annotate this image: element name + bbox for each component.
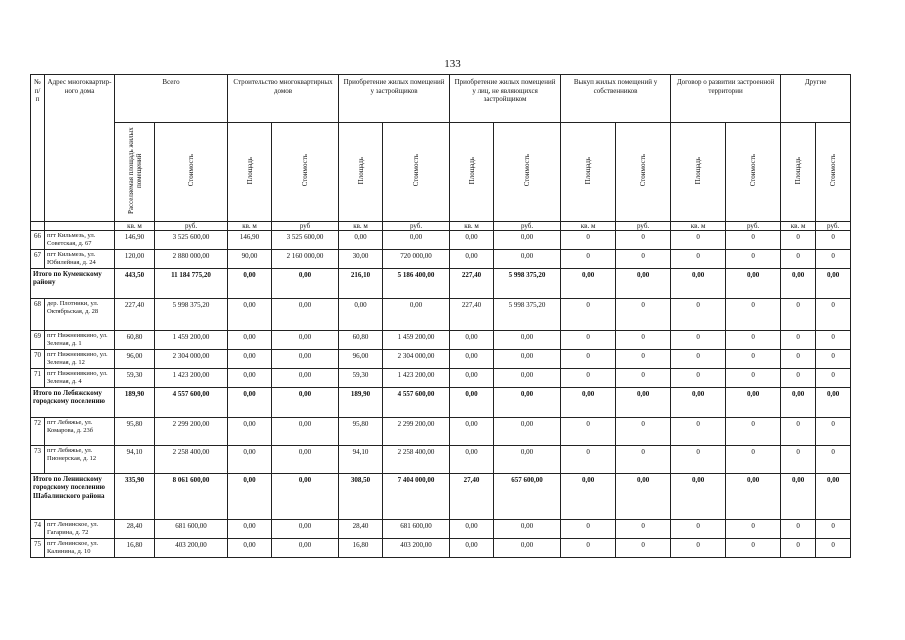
header-address: Адрес многоквартир-ного дома [45, 75, 115, 222]
value-cell: 0,00 [494, 249, 561, 268]
value-cell: 0 [616, 330, 671, 349]
table-row [31, 330, 851, 349]
table-row [31, 417, 851, 445]
subheader-cost [155, 123, 228, 222]
header-group-territory: Договор о развитии застроенной территории [671, 75, 781, 123]
subtotal-row [31, 387, 851, 417]
value-cell: 0,00 [272, 298, 339, 330]
value-cell: 146,90 [228, 230, 272, 249]
value-cell: 0,00 [339, 230, 383, 249]
value-cell: 0 [616, 230, 671, 249]
value-cell: 30,00 [339, 249, 383, 268]
value-cell: 227,40 [450, 268, 494, 298]
value-cell: 3 525 600,00 [272, 230, 339, 249]
value-cell: 0 [561, 445, 616, 473]
value-cell: 0 [816, 445, 851, 473]
value-cell: 0,00 [494, 387, 561, 417]
value-cell: 0,00 [228, 538, 272, 557]
row-number: 75 [31, 538, 45, 557]
value-cell: 5 186 400,00 [383, 268, 450, 298]
value-cell: 0,00 [494, 230, 561, 249]
value-cell: 0 [616, 298, 671, 330]
value-cell: 0 [816, 538, 851, 557]
value-cell: 0 [726, 368, 781, 387]
value-cell: 0,00 [671, 387, 726, 417]
value-cell: 2 299 200,00 [383, 417, 450, 445]
row-address: пгт Нижнеивкино, ул. Зеленая, д. 4 [45, 368, 115, 387]
value-cell: 0 [671, 368, 726, 387]
value-cell: 0,00 [450, 387, 494, 417]
table-row [31, 298, 851, 330]
value-cell: 95,80 [339, 417, 383, 445]
unit-cell: руб [272, 221, 339, 230]
value-cell: 0,00 [228, 268, 272, 298]
value-cell: 0,00 [272, 445, 339, 473]
subheader-label: Стоимость [187, 154, 195, 187]
value-cell: 0 [616, 417, 671, 445]
value-cell: 0 [816, 230, 851, 249]
subheader-area [781, 123, 816, 222]
value-cell: 0 [816, 330, 851, 349]
value-cell: 443,50 [115, 268, 155, 298]
value-cell: 28,40 [115, 519, 155, 538]
value-cell: 0 [561, 349, 616, 368]
value-cell: 0,00 [450, 349, 494, 368]
value-cell: 720 000,00 [383, 249, 450, 268]
value-cell: 16,80 [339, 538, 383, 557]
value-cell: 0,00 [494, 349, 561, 368]
value-cell: 1 423 200,00 [155, 368, 228, 387]
value-cell: 0 [726, 445, 781, 473]
value-cell: 0 [781, 330, 816, 349]
subheader-label: Площадь [356, 156, 365, 185]
value-cell: 60,80 [339, 330, 383, 349]
subheader-area [339, 123, 383, 222]
value-cell: 0 [561, 230, 616, 249]
value-cell: 2 304 000,00 [383, 349, 450, 368]
value-cell: 7 404 000,00 [383, 473, 450, 519]
value-cell: 0,00 [494, 445, 561, 473]
value-cell: 308,50 [339, 473, 383, 519]
value-cell: 0,00 [228, 349, 272, 368]
value-cell: 0,00 [494, 368, 561, 387]
table-row [31, 230, 851, 249]
subheader-label: Стоимость [301, 154, 310, 187]
subtotal-name: Итого по Куменскому району [31, 268, 115, 298]
value-cell: 657 600,00 [494, 473, 561, 519]
value-cell: 0,00 [816, 387, 851, 417]
value-cell: 0 [726, 230, 781, 249]
subheader-cost [726, 123, 781, 222]
header-group-non-developer: Приобретение жилых помещений у лиц, не являющихся застройщиком [450, 75, 561, 123]
row-number: 67 [31, 249, 45, 268]
value-cell: 4 557 600,00 [155, 387, 228, 417]
page-number: 133 [444, 58, 461, 70]
unit-cell: руб. [816, 221, 851, 230]
unit-cell: кв. м [671, 221, 726, 230]
value-cell: 8 061 600,00 [155, 473, 228, 519]
value-cell: 0,00 [450, 538, 494, 557]
value-cell: 0,00 [616, 387, 671, 417]
value-cell: 0,00 [561, 387, 616, 417]
value-cell: 28,40 [339, 519, 383, 538]
value-cell: 2 880 000,00 [155, 249, 228, 268]
subtotal-name: Итого по Лебяжскому городскому поселению [31, 387, 115, 417]
value-cell: 0 [726, 330, 781, 349]
unit-cell: руб. [155, 221, 228, 230]
value-cell: 0 [671, 538, 726, 557]
value-cell: 0,00 [228, 298, 272, 330]
header-group-other: Другие [781, 75, 851, 123]
value-cell: 0,00 [561, 268, 616, 298]
value-cell: 2 304 000,00 [155, 349, 228, 368]
value-cell: 0 [781, 445, 816, 473]
row-number: 71 [31, 368, 45, 387]
subheader-resettled-area [115, 123, 155, 222]
value-cell: 0 [671, 349, 726, 368]
subheader-label: Стоимость [412, 154, 421, 187]
value-cell: 94,10 [115, 445, 155, 473]
value-cell: 0 [561, 368, 616, 387]
value-cell: 681 600,00 [155, 519, 228, 538]
value-cell: 0,00 [726, 268, 781, 298]
value-cell: 0 [561, 249, 616, 268]
value-cell: 0,00 [494, 519, 561, 538]
unit-cell: кв. м [561, 221, 616, 230]
value-cell: 0,00 [616, 473, 671, 519]
value-cell: 0 [616, 349, 671, 368]
value-cell: 0 [671, 445, 726, 473]
table-row [31, 368, 851, 387]
subheader-label: Площадь [467, 156, 476, 185]
value-cell: 0,00 [228, 473, 272, 519]
value-cell: 0,00 [781, 387, 816, 417]
value-cell: 0,00 [272, 473, 339, 519]
value-cell: 0,00 [272, 387, 339, 417]
unit-cell: руб. [616, 221, 671, 230]
value-cell: 0,00 [272, 349, 339, 368]
header-group-buyout: Выкуп жилых помещений у собственников [561, 75, 671, 123]
value-cell: 1 459 200,00 [155, 330, 228, 349]
value-cell: 0,00 [272, 417, 339, 445]
value-cell: 0 [816, 368, 851, 387]
value-cell: 403 200,00 [383, 538, 450, 557]
value-cell: 0,00 [616, 268, 671, 298]
subtotal-row [31, 473, 851, 519]
value-cell: 0 [816, 349, 851, 368]
row-address: дер. Плотники, ул. Октябрьская, д. 28 [45, 298, 115, 330]
value-cell: 0,00 [726, 473, 781, 519]
value-cell: 0,00 [450, 330, 494, 349]
value-cell: 96,00 [339, 349, 383, 368]
value-cell: 681 600,00 [383, 519, 450, 538]
value-cell: 27,40 [450, 473, 494, 519]
row-address: пгт Лебяжье, ул. Пионерская, д. 12 [45, 445, 115, 473]
value-cell: 0 [781, 230, 816, 249]
value-cell: 0 [781, 538, 816, 557]
value-cell: 0 [671, 230, 726, 249]
unit-blank [45, 221, 115, 230]
row-address: пгт Ленинское, ул. Калинина, д. 10 [45, 538, 115, 557]
value-cell: 5 998 375,20 [494, 268, 561, 298]
value-cell: 0 [781, 349, 816, 368]
subheader-label: Стоимость [523, 154, 532, 187]
value-cell: 59,30 [115, 368, 155, 387]
value-cell: 0 [781, 249, 816, 268]
value-cell: 0,00 [272, 368, 339, 387]
value-cell: 4 557 600,00 [383, 387, 450, 417]
value-cell: 0,00 [781, 473, 816, 519]
value-cell: 0 [561, 519, 616, 538]
subheader-area [450, 123, 494, 222]
subtotal-name: Итого по Ленинскому городскому поселению Шабалинского района [31, 473, 115, 519]
value-cell: 0,00 [272, 538, 339, 557]
subheader-label: Стоимость [749, 154, 758, 187]
value-cell: 0,00 [450, 249, 494, 268]
unit-cell: кв. м [339, 221, 383, 230]
value-cell: 0,00 [339, 298, 383, 330]
value-cell: 0,00 [671, 268, 726, 298]
subheader-area [228, 123, 272, 222]
value-cell: 0 [616, 249, 671, 268]
row-address: пгт Кильмезь, ул. Юбилейная, д. 24 [45, 249, 115, 268]
value-cell: 0,00 [450, 417, 494, 445]
subtotal-row [31, 268, 851, 298]
value-cell: 0 [781, 417, 816, 445]
row-number: 73 [31, 445, 45, 473]
value-cell: 0,00 [494, 417, 561, 445]
value-cell: 2 160 000,00 [272, 249, 339, 268]
subheader-label: Площадь [694, 156, 703, 185]
value-cell: 0 [561, 538, 616, 557]
unit-cell: кв. м [228, 221, 272, 230]
value-cell: 0,00 [383, 230, 450, 249]
value-cell: 216,10 [339, 268, 383, 298]
table-row [31, 519, 851, 538]
value-cell: 0,00 [228, 519, 272, 538]
row-address: пгт Кильмезь, ул. Советская, д. 67 [45, 230, 115, 249]
value-cell: 0,00 [450, 519, 494, 538]
row-address: пгт Ленинское, ул. Гагарина, д. 72 [45, 519, 115, 538]
value-cell: 0,00 [781, 268, 816, 298]
value-cell: 0 [616, 445, 671, 473]
subheader-label: Расселяемая площадь жилых помещений [126, 127, 143, 214]
value-cell: 0 [781, 368, 816, 387]
unit-cell: кв. м [115, 221, 155, 230]
value-cell: 0 [726, 417, 781, 445]
header-group-developer: Приобретение жилых помещений у застройщиков [339, 75, 450, 123]
value-cell: 0 [616, 368, 671, 387]
subheader-cost [616, 123, 671, 222]
subheader-label: Площадь [584, 156, 593, 185]
value-cell: 2 258 400,00 [383, 445, 450, 473]
value-cell: 11 184 775,20 [155, 268, 228, 298]
value-cell: 0,00 [228, 445, 272, 473]
value-cell: 0 [561, 417, 616, 445]
subheader-cost [272, 123, 339, 222]
value-cell: 16,80 [115, 538, 155, 557]
unit-cell: кв. м [450, 221, 494, 230]
value-cell: 2 258 400,00 [155, 445, 228, 473]
value-cell: 0 [816, 519, 851, 538]
value-cell: 0 [726, 538, 781, 557]
housing-resettlement-table [30, 74, 851, 558]
value-cell: 0,00 [228, 330, 272, 349]
value-cell: 0 [561, 330, 616, 349]
value-cell: 0 [726, 249, 781, 268]
value-cell: 335,90 [115, 473, 155, 519]
row-number: 72 [31, 417, 45, 445]
value-cell: 0,00 [228, 417, 272, 445]
value-cell: 59,30 [339, 368, 383, 387]
value-cell: 227,40 [115, 298, 155, 330]
row-address: пгт Нижнеивкино, ул. Зеленая, д. 1 [45, 330, 115, 349]
value-cell: 0 [561, 298, 616, 330]
value-cell: 227,40 [450, 298, 494, 330]
value-cell: 95,80 [115, 417, 155, 445]
subheader-label: Стоимость [639, 154, 648, 187]
table-row [31, 249, 851, 268]
value-cell: 0,00 [816, 268, 851, 298]
value-cell: 2 299 200,00 [155, 417, 228, 445]
value-cell: 0,00 [383, 298, 450, 330]
table-row [31, 349, 851, 368]
value-cell: 1 423 200,00 [383, 368, 450, 387]
value-cell: 96,00 [115, 349, 155, 368]
value-cell: 5 998 375,20 [494, 298, 561, 330]
value-cell: 0,00 [561, 473, 616, 519]
value-cell: 0 [671, 417, 726, 445]
value-cell: 0,00 [450, 368, 494, 387]
row-number: 70 [31, 349, 45, 368]
subheader-area [561, 123, 616, 222]
unit-cell: кв. м [781, 221, 816, 230]
table-row [31, 445, 851, 473]
value-cell: 0,00 [450, 230, 494, 249]
value-cell: 0 [616, 519, 671, 538]
value-cell: 5 998 375,20 [155, 298, 228, 330]
subheader-cost [383, 123, 450, 222]
subheader-area [671, 123, 726, 222]
header-group-construction: Строительство многоквартирных домов [228, 75, 339, 123]
value-cell: 0 [816, 298, 851, 330]
value-cell: 0 [726, 349, 781, 368]
value-cell: 0,00 [228, 368, 272, 387]
value-cell: 0 [781, 519, 816, 538]
value-cell: 0 [816, 417, 851, 445]
value-cell: 60,80 [115, 330, 155, 349]
value-cell: 90,00 [228, 249, 272, 268]
row-number: 68 [31, 298, 45, 330]
value-cell: 0,00 [726, 387, 781, 417]
row-address: пгт Лебяжье, ул. Комарова, д. 23б [45, 417, 115, 445]
value-cell: 0 [726, 519, 781, 538]
unit-cell: руб. [726, 221, 781, 230]
value-cell: 146,90 [115, 230, 155, 249]
value-cell: 0,00 [272, 330, 339, 349]
header-group-total: Всего [115, 75, 228, 123]
unit-cell: руб. [383, 221, 450, 230]
subheader-label: Площадь [245, 156, 254, 185]
value-cell: 0 [726, 298, 781, 330]
row-number: 66 [31, 230, 45, 249]
unit-blank [31, 221, 45, 230]
subheader-label: Площадь [794, 156, 803, 185]
value-cell: 0,00 [671, 473, 726, 519]
row-number: 69 [31, 330, 45, 349]
value-cell: 189,90 [339, 387, 383, 417]
row-number: 74 [31, 519, 45, 538]
value-cell: 0,00 [494, 330, 561, 349]
table-row [31, 538, 851, 557]
value-cell: 0 [671, 298, 726, 330]
value-cell: 0,00 [228, 387, 272, 417]
value-cell: 1 459 200,00 [383, 330, 450, 349]
subheader-label: Стоимость [829, 154, 838, 187]
header-no: № п/п [31, 75, 45, 222]
value-cell: 94,10 [339, 445, 383, 473]
value-cell: 0 [671, 330, 726, 349]
value-cell: 0 [616, 538, 671, 557]
subheader-cost [816, 123, 851, 222]
value-cell: 0 [671, 249, 726, 268]
value-cell: 403 200,00 [155, 538, 228, 557]
value-cell: 0 [671, 519, 726, 538]
row-address: пгт Нижнеивкино, ул. Зеленая, д. 12 [45, 349, 115, 368]
value-cell: 120,00 [115, 249, 155, 268]
value-cell: 189,90 [115, 387, 155, 417]
subheader-cost [494, 123, 561, 222]
value-cell: 0 [816, 249, 851, 268]
value-cell: 0,00 [494, 538, 561, 557]
unit-cell: руб. [494, 221, 561, 230]
value-cell: 0,00 [450, 445, 494, 473]
value-cell: 0,00 [272, 519, 339, 538]
value-cell: 0 [781, 298, 816, 330]
value-cell: 0,00 [272, 268, 339, 298]
value-cell: 0,00 [816, 473, 851, 519]
value-cell: 3 525 600,00 [155, 230, 228, 249]
